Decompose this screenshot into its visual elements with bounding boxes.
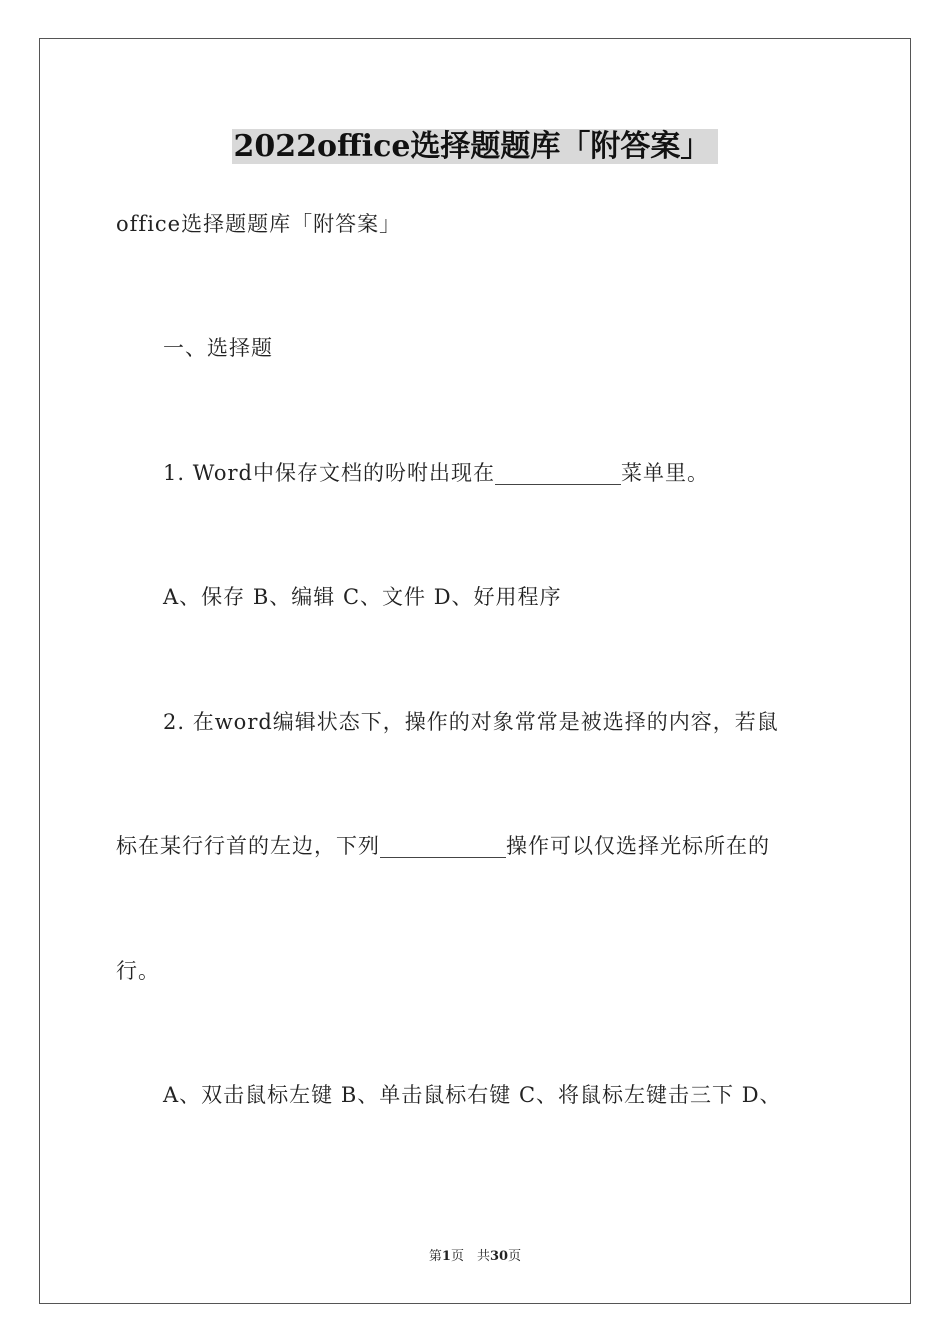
question-2-text-before: 标在某行行首的左边，下列 [116,834,380,858]
footer-page-total: 30 [489,1249,509,1264]
question-2-text-line-2 [116,831,770,861]
question-2-text-after: 操作可以仅选择光标所在的 [506,834,770,858]
question-2-text-line-3: 行。 [116,959,160,983]
question-1-text-after: 菜单里。 [621,461,709,485]
footer-page-mid: 页 共 [450,1249,490,1264]
document-subtitle: office选择题题库「附答案」 [116,212,402,236]
question-2-text-line-1: 2. 在word编辑状态下，操作的对象常常是被选择的内容，若鼠 [163,710,779,734]
document-title-text: 2022office选择题题库「附答案」 [232,129,719,164]
question-1-text [163,458,709,488]
footer-page-prefix: 第 [428,1249,442,1264]
question-2-options: A、双击鼠标左键 B、单击鼠标右键 C、将鼠标左键击三下 D、 [163,1083,782,1107]
footer-page-current: 1 [441,1249,451,1264]
question-1-blank: ____________ [495,461,621,485]
question-2-blank: ____________ [380,834,506,858]
page-footer [0,1248,950,1266]
section-heading: 一、选择题 [163,336,273,360]
question-1-options: A、保存 B、编辑 C、文件 D、好用程序 [163,585,562,609]
footer-page-suffix: 页 [508,1249,522,1264]
question-1-text-before: 1. Word中保存文档的吩咐出现在 [163,461,495,485]
document-title [0,125,950,169]
